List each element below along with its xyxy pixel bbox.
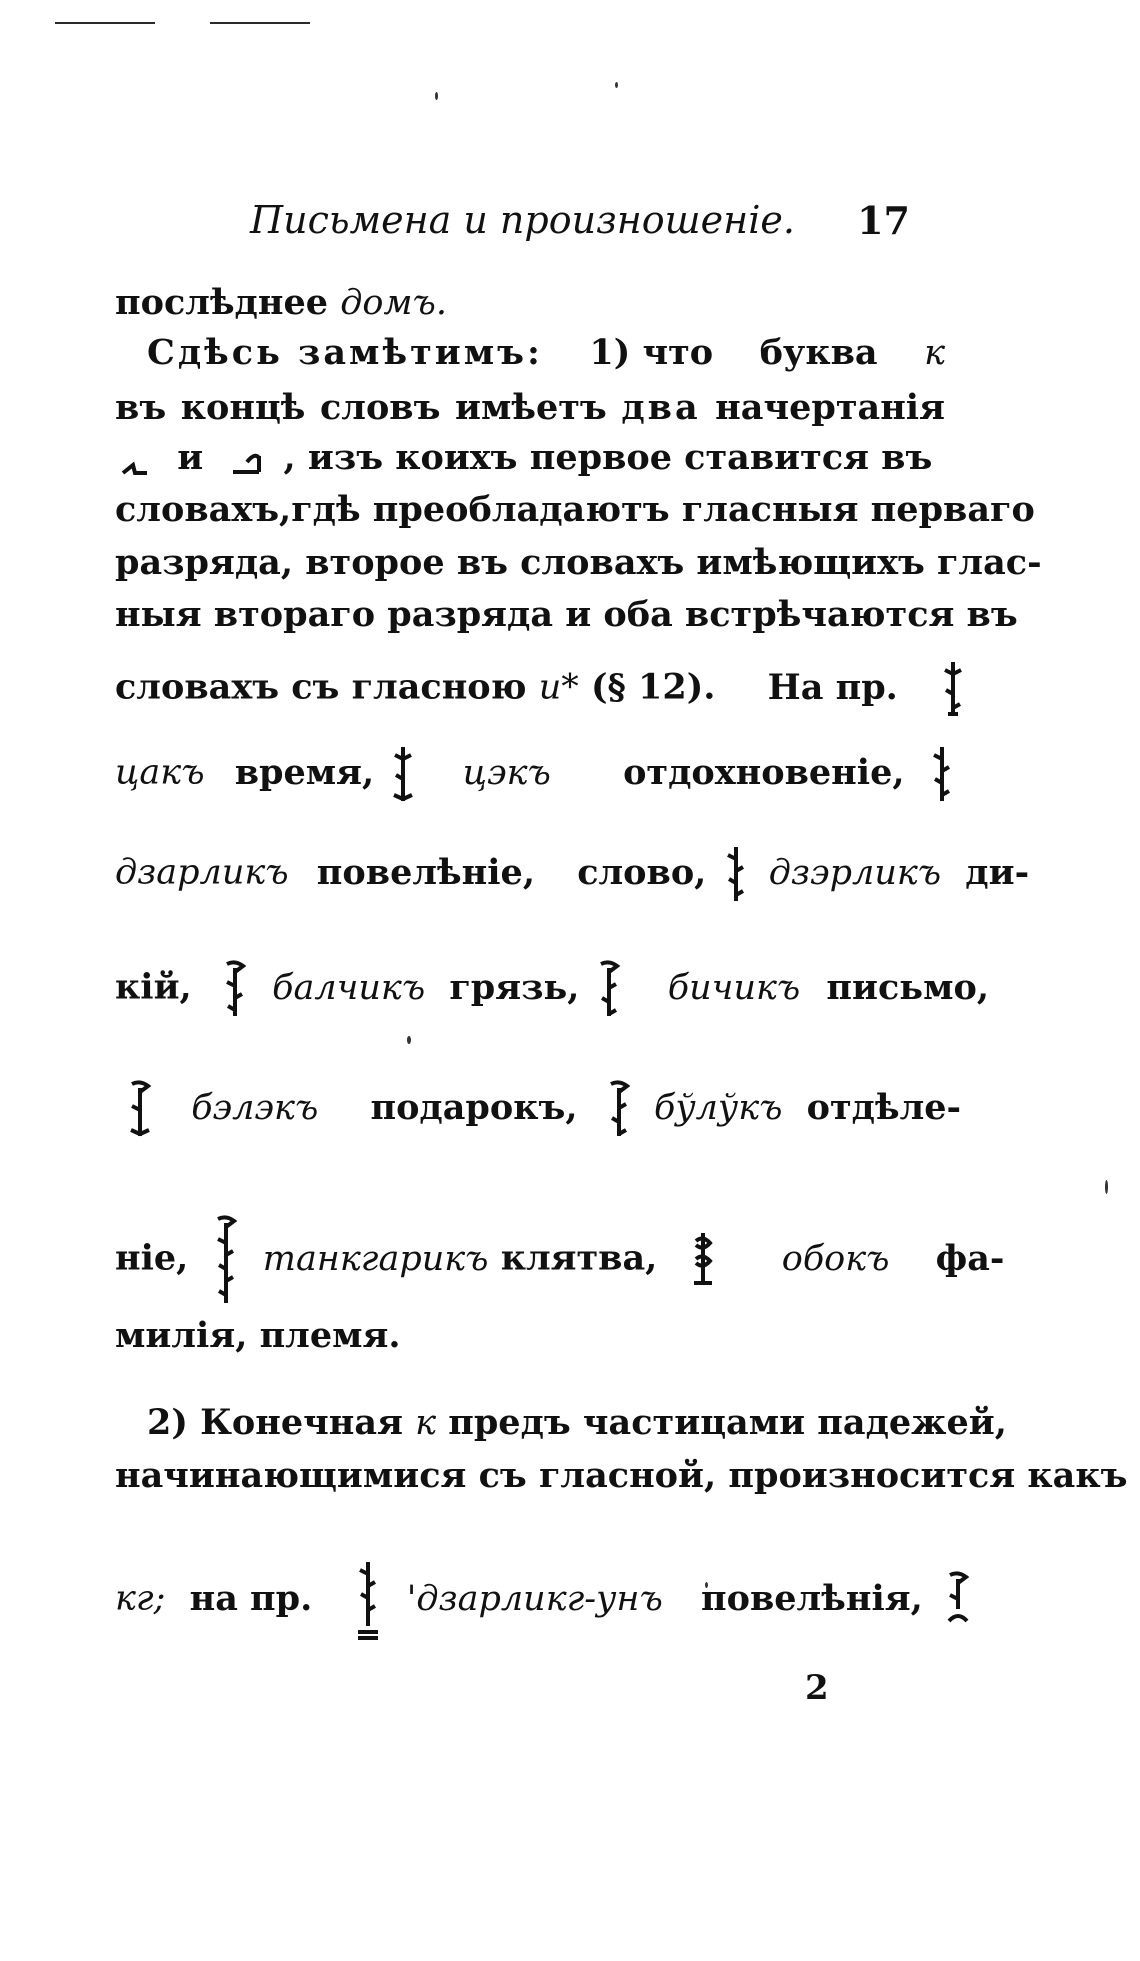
- italic-word: дзэрликъ: [768, 852, 942, 893]
- word: письмо,: [826, 966, 989, 1008]
- mongol-k-final-alt-icon: [229, 447, 265, 473]
- text-line: [115, 1315, 945, 1356]
- word: повелѣніе,: [316, 851, 535, 893]
- text-line: [115, 845, 1030, 903]
- word: грязь,: [449, 966, 580, 1008]
- scan-rule-left: [55, 22, 155, 24]
- italic-word: дзарликъ: [115, 852, 289, 893]
- word: клятва,: [500, 1237, 658, 1279]
- word: буква: [759, 332, 878, 373]
- text-line: [115, 282, 945, 323]
- scan-speck: [1105, 1180, 1108, 1194]
- text-line: [115, 594, 1018, 635]
- text-line: [115, 437, 945, 478]
- mongol-word-icon: [222, 960, 248, 1018]
- word: слово,: [577, 851, 707, 893]
- mongol-word-icon: [723, 845, 749, 903]
- italic-letter: и*: [538, 667, 579, 708]
- text-line: [115, 1215, 1005, 1305]
- word: словахъ,: [115, 489, 292, 530]
- italic-word: обокъ: [781, 1238, 890, 1279]
- word: два: [621, 387, 701, 428]
- text-line: [115, 1560, 945, 1640]
- word: ди-: [965, 851, 1030, 893]
- word: Сдѣсь замѣтимъ:: [147, 332, 543, 373]
- mongol-word-icon: [127, 1080, 153, 1138]
- page-number: 17: [857, 198, 910, 243]
- word: предъ частицами падежей,: [436, 1402, 1007, 1443]
- italic-word: бэлэкъ: [191, 1087, 319, 1128]
- mongol-word-icon: [596, 960, 622, 1018]
- mongol-word-icon: [690, 1231, 716, 1289]
- italic-letter: к: [415, 1403, 437, 1443]
- text-line: [115, 745, 945, 803]
- word: отдохновеніе,: [623, 751, 905, 793]
- italic-letter: к: [924, 333, 945, 373]
- text-line: [115, 542, 1042, 583]
- word: ніе,: [115, 1237, 189, 1279]
- text-line: [115, 960, 989, 1018]
- word: разряда, второе въ словахъ имѣющихъ глас-: [115, 542, 1042, 583]
- word: отдѣле-: [806, 1086, 962, 1128]
- mongol-word-icon: [355, 1560, 381, 1640]
- word: словъ: [319, 387, 441, 428]
- word: словахъ съ гласною: [115, 666, 539, 708]
- word: концѣ: [180, 387, 306, 428]
- word: начертанія: [715, 387, 945, 428]
- italic-word: домъ.: [340, 283, 447, 323]
- text-line: [115, 660, 945, 718]
- word: послѣднее: [115, 282, 341, 323]
- word: (§ 12).: [578, 666, 716, 708]
- mongol-word-icon: [929, 745, 955, 803]
- scan-speck: [615, 82, 618, 88]
- word: фа-: [935, 1237, 1005, 1279]
- word: имѣетъ: [455, 387, 607, 428]
- word: на пр.: [189, 1577, 313, 1619]
- word: кій,: [115, 966, 192, 1008]
- italic-word: цакъ: [115, 752, 205, 793]
- italic-word: кг;: [115, 1578, 166, 1619]
- text-line: [115, 1402, 1007, 1443]
- word: время,: [234, 751, 375, 793]
- scan-speck: [435, 92, 438, 100]
- word: 2) Конечная: [147, 1402, 416, 1443]
- word: ныя втораго разряда и оба встрѣчаются въ: [115, 594, 1018, 635]
- word: въ: [115, 387, 167, 428]
- text-line: [115, 1080, 962, 1138]
- italic-word: цэкъ: [462, 752, 551, 793]
- italic-word: бичикъ: [667, 967, 801, 1008]
- text-line: [115, 332, 945, 373]
- italic-word: бўлўкъ: [653, 1087, 783, 1128]
- word: , изъ коихъ первое ставится въ: [283, 437, 933, 478]
- mongol-word-icon: [390, 745, 416, 803]
- word: начинающимися съ гласной, произносится какъ: [115, 1455, 1128, 1496]
- text-line: [115, 1455, 1128, 1496]
- text-line: [115, 387, 945, 428]
- italic-word: балчикъ: [272, 967, 426, 1008]
- italic-word: 'дзарликг-унъ: [406, 1578, 663, 1619]
- word: подарокъ,: [370, 1086, 578, 1128]
- mongol-word-icon: [945, 1571, 971, 1629]
- word: 1) что: [589, 332, 714, 373]
- scan-speck: [407, 1036, 411, 1044]
- word: и: [177, 437, 204, 478]
- scan-rule-right: [210, 22, 310, 24]
- mongol-k-final-icon: [121, 450, 151, 470]
- running-header: [250, 198, 910, 248]
- mongol-word-icon: [940, 660, 966, 718]
- word: повелѣнія,: [701, 1577, 923, 1619]
- word: милія, племя.: [115, 1315, 401, 1356]
- running-head-title: Письмена и произношеніе.: [250, 198, 795, 242]
- mongol-word-icon: [606, 1080, 632, 1138]
- word: гдѣ преобладаютъ гласныя перваго: [291, 489, 1035, 530]
- text-line: [115, 489, 1035, 530]
- italic-word: танкгарикъ: [262, 1238, 489, 1279]
- word: На пр.: [767, 666, 898, 708]
- signature-mark: 2: [805, 1668, 829, 1708]
- mongol-word-icon: [213, 1215, 239, 1305]
